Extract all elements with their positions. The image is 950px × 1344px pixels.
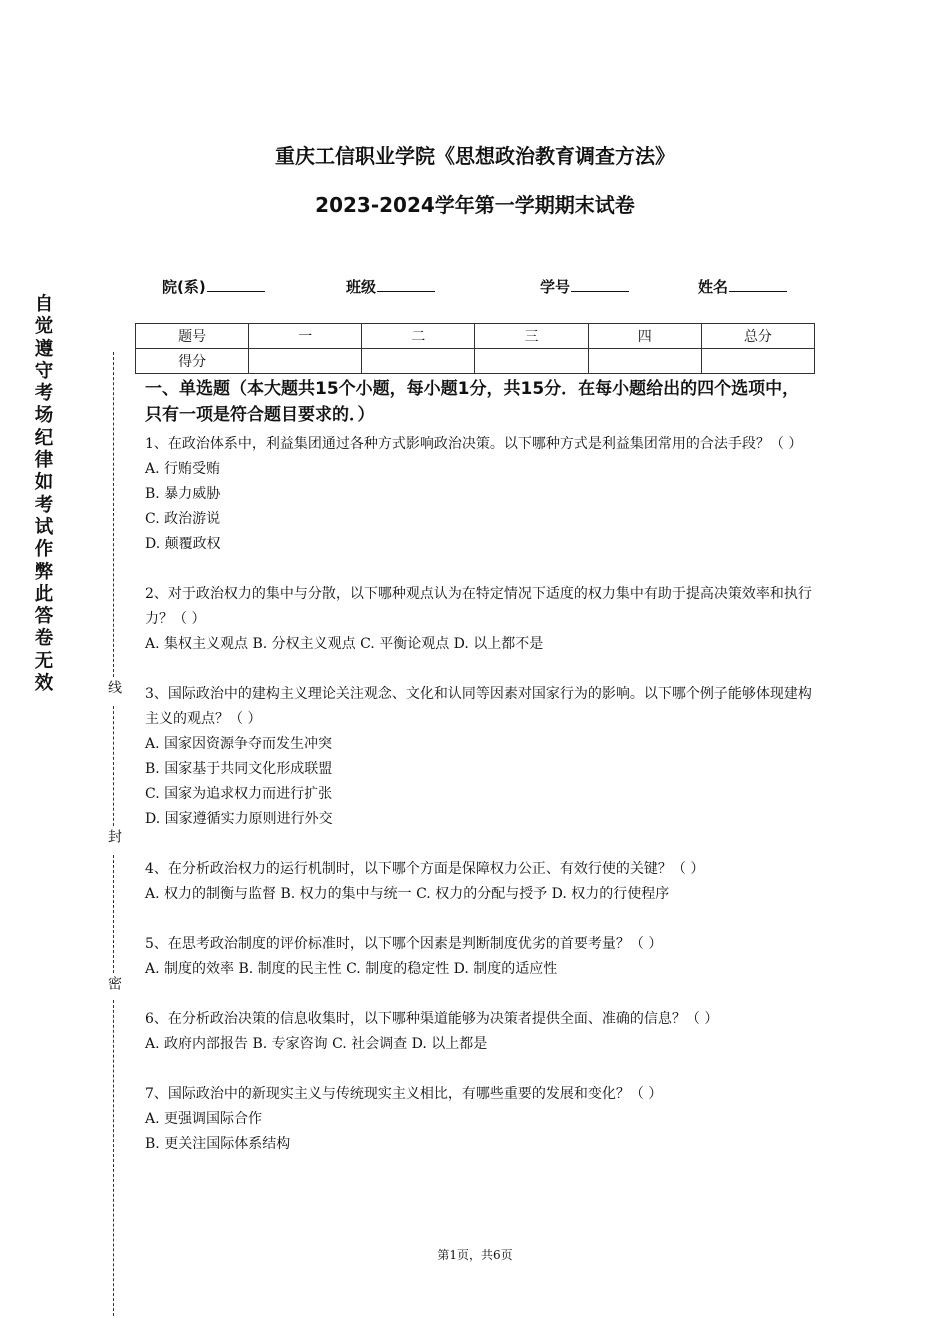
option-c: C. 国家为追求权力而进行扩张 — [145, 786, 333, 802]
score-row-label: 得分 — [136, 349, 249, 374]
binding-mark-seal: 封 — [106, 829, 122, 843]
score-header-cell: 四 — [588, 324, 701, 349]
score-table-score-row — [136, 349, 815, 374]
binding-line-segment — [113, 855, 114, 973]
question-1 — [145, 432, 815, 557]
score-header-cell: 题号 — [136, 324, 249, 349]
binding-line-segment — [113, 706, 114, 826]
binding-line-segment — [113, 1000, 114, 1316]
question-text: 1、在政治体系中，利益集团通过各种方式影响政治决策。以下哪种方式是利益集团常用的合法手段？（ ） — [145, 436, 803, 452]
info-label-name: 姓名 — [698, 278, 729, 296]
question-2 — [145, 582, 815, 657]
score-cell[interactable] — [362, 349, 475, 374]
option-a: A. 更强调国际合作 — [145, 1111, 263, 1127]
question-text: 2、对于政治权力的集中与分散，以下哪种观点认为在特定情况下适度的权力集中有助于提高决策效率和执行力？（ ） — [145, 586, 812, 627]
options-line: A. 制度的效率 B. 制度的民主性 C. 制度的稳定性 D. 制度的适应性 — [145, 961, 558, 977]
student-id-blank[interactable] — [571, 277, 629, 292]
exam-content — [145, 376, 815, 1157]
score-cell[interactable] — [475, 349, 588, 374]
score-cell[interactable] — [249, 349, 362, 374]
option-a: A. 行贿受贿 — [145, 461, 221, 477]
exam-title-line1: 重庆工信职业学院《思想政治教育调查方法》 — [275, 144, 675, 168]
binding-mark-line: 线 — [106, 680, 122, 694]
score-header-cell: 一 — [249, 324, 362, 349]
options-line: A. 集权主义观点 B. 分权主义观点 C. 平衡论观点 D. 以上都不是 — [145, 636, 544, 652]
score-header-cell: 总分 — [701, 324, 814, 349]
info-name — [698, 276, 787, 297]
question-text: 7、国际政治中的新现实主义与传统现实主义相比，有哪些重要的发展和变化？（ ） — [145, 1086, 663, 1102]
question-6 — [145, 1007, 815, 1057]
question-7 — [145, 1082, 815, 1157]
option-c: C. 政治游说 — [145, 511, 221, 527]
question-4 — [145, 857, 815, 907]
binding-mark-secret: 密 — [106, 976, 122, 990]
score-cell[interactable] — [701, 349, 814, 374]
page-number: 第1页，共6页 — [437, 1248, 513, 1262]
option-d: D. 国家遵循实力原则进行外交 — [145, 811, 333, 827]
score-cell[interactable] — [588, 349, 701, 374]
name-blank[interactable] — [729, 277, 787, 292]
option-b: B. 更关注国际体系结构 — [145, 1136, 291, 1152]
question-text: 6、在分析政治决策的信息收集时，以下哪种渠道能够为决策者提供全面、准确的信息？（ ） — [145, 1011, 719, 1027]
class-blank[interactable] — [377, 277, 435, 292]
info-label-student-id: 学号 — [540, 278, 571, 296]
option-b: B. 国家基于共同文化形成联盟 — [145, 761, 333, 777]
info-class — [346, 276, 435, 297]
score-table-header-row — [136, 324, 815, 349]
option-a: A. 国家因资源争夺而发生冲突 — [145, 736, 333, 752]
question-text: 3、国际政治中的建构主义理论关注观念、文化和认同等因素对国家行为的影响。以下哪个例子能够体现建构主义的观点？（ ） — [145, 686, 812, 727]
info-student-id — [540, 276, 629, 297]
question-text: 4、在分析政治权力的运行机制时，以下哪个方面是保障权力公正、有效行使的关键？（ ） — [145, 861, 705, 877]
info-department — [162, 276, 265, 297]
section-title: 一、单选题（本大题共15个小题，每小题1分，共15分．在每小题给出的四个选项中，只有一项是符合题目要求的．） — [145, 379, 800, 425]
exam-discipline-notice: 自觉遵守考场纪律如考试作弊此答卷无效 — [34, 294, 54, 695]
info-label-department: 院(系) — [162, 278, 206, 296]
options-line: A. 权力的制衡与监督 B. 权力的集中与统一 C. 权力的分配与授予 D. 权力的行使程序 — [145, 886, 670, 902]
binding-line-segment — [113, 352, 114, 677]
info-label-class: 班级 — [346, 278, 377, 296]
score-header-cell: 二 — [362, 324, 475, 349]
exam-title-line2: 2023-2024学年第一学期期末试卷 — [315, 193, 635, 217]
question-5 — [145, 932, 815, 982]
question-3 — [145, 682, 815, 832]
option-d: D. 颠覆政权 — [145, 536, 221, 552]
question-text: 5、在思考政治制度的评价标准时，以下哪个因素是判断制度优劣的首要考量？（ ） — [145, 936, 663, 952]
options-line: A. 政府内部报告 B. 专家咨询 C. 社会调查 D. 以上都是 — [145, 1036, 488, 1052]
option-b: B. 暴力威胁 — [145, 486, 221, 502]
score-table — [135, 323, 815, 374]
score-header-cell: 三 — [475, 324, 588, 349]
department-blank[interactable] — [207, 277, 265, 292]
